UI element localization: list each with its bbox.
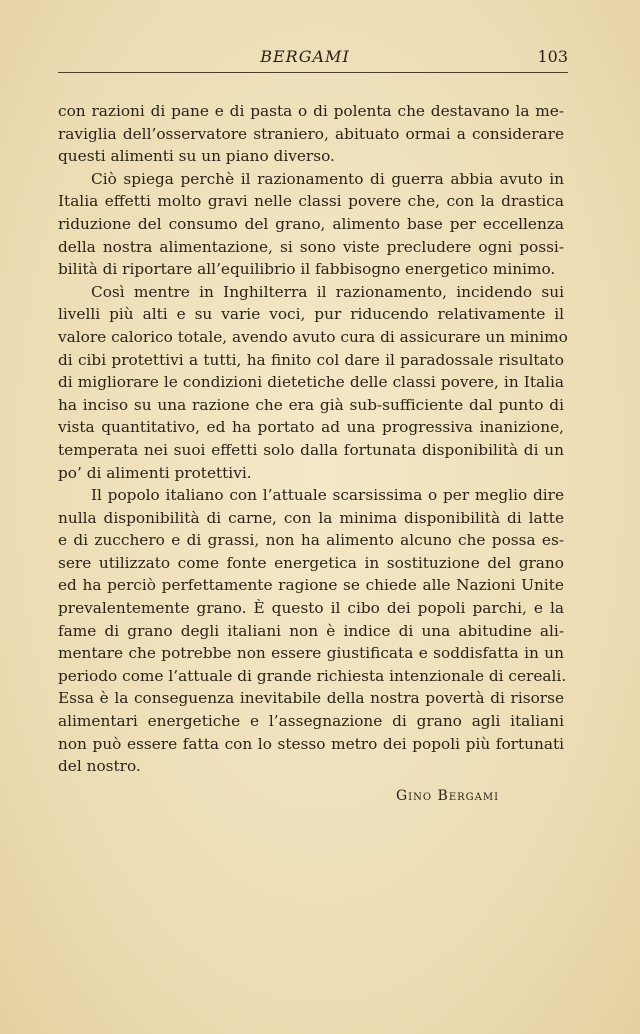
- text-line: periodo come l’attuale di grande richiesta intenzionale di cereali.: [58, 666, 567, 685]
- text-line: questi alimenti su un piano diverso.: [58, 147, 335, 166]
- text-line: sere utilizzato come fonte energetica in sostituzione del grano: [58, 553, 564, 572]
- text-line: prevalentemente grano. È questo il cibo dei popoli parchi, e la: [58, 599, 564, 618]
- text-line: del nostro.: [58, 757, 141, 776]
- text-line: Essa è la conseguenza inevitabile della nostra povertà di risorse: [58, 689, 564, 708]
- page-number: 103: [537, 47, 568, 66]
- text-line: Italia effetti molto gravi nelle classi povere che, con la drastica: [58, 192, 564, 211]
- text-line: di migliorare le condizioni dietetiche delle classi povere, in Italia: [58, 373, 564, 392]
- text-line: mentare che potrebbe non essere giustificata e soddisfatta in un: [58, 644, 564, 663]
- text-line: vista quantitativo, ed ha portato ad una progressiva inanizione,: [58, 418, 564, 437]
- text-line: ed ha perciò perfettamente ragione se chiede alle Nazioni Unite: [58, 576, 564, 595]
- author-signature: Gino Bergami: [396, 788, 500, 804]
- text-line: alimentari energetiche e l’assegnazione di grano agli italiani: [58, 712, 564, 731]
- text-line: Ciò spiega perchè il razionamento di guerra abbia avuto in: [91, 169, 564, 188]
- text-line: temperata nei suoi effetti solo dalla fortunata disponibilità di un: [58, 440, 564, 459]
- text-line: riduzione del consumo del grano, alimento base per eccellenza: [58, 214, 564, 233]
- text-line: della nostra alimentazione, si sono viste precludere ogni possi-: [58, 237, 564, 256]
- body-text: [58, 100, 568, 778]
- text-line: nulla disponibilità di carne, con la minima disponibilità di latte: [58, 508, 564, 527]
- header-rule: [58, 72, 568, 73]
- text-line: valore calorico totale, avendo avuto cura di assicurare un minimo: [58, 327, 568, 346]
- text-line: po’ di alimenti protettivi.: [58, 463, 252, 482]
- text-line: Così mentre in Inghilterra il razionamento, incidendo sui: [91, 282, 564, 301]
- text-line: raviglia dell’osservatore straniero, abituato ormai a considerare: [58, 124, 564, 143]
- text-line: con razioni di pane e di pasta o di polenta che destavano la me-: [58, 102, 564, 120]
- text-line: di cibi protettivi a tutti, ha finito col dare il paradossale risultato: [58, 350, 564, 369]
- text-line: ha inciso su una razione che era già sub-sufficiente dal punto di: [58, 395, 564, 414]
- text-line: Il popolo italiano con l’attuale scarsissima o per meglio dire: [91, 486, 564, 505]
- text-line: e di zucchero e di grassi, non ha alimento alcuno che possa es-: [58, 531, 564, 550]
- text-line: bilità di riportare all’equilibrio il fabbisogno energetico minimo.: [58, 260, 556, 279]
- text-line: fame di grano degli italiani non è indice di una abitudine ali-: [58, 621, 564, 640]
- text-line: non può essere fatta con lo stesso metro dei popoli più fortunati: [58, 734, 564, 753]
- text-line: livelli più alti e su varie voci, pur riducendo relativamente il: [58, 305, 564, 324]
- running-header-title: BERGAMI: [260, 47, 350, 66]
